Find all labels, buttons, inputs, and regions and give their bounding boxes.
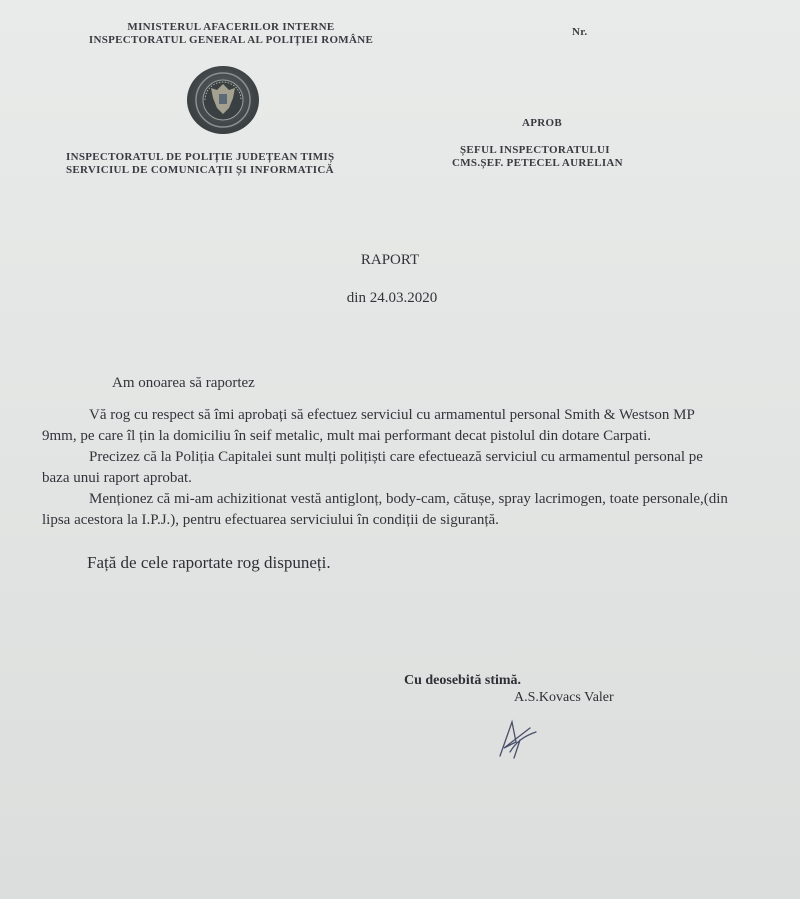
service-name: SERVICIUL DE COMUNICAȚII ȘI INFORMATICĂ (66, 164, 334, 176)
closing-request: Față de cele raportate rog dispuneți. (87, 553, 331, 572)
salutation: Am onoarea să raportez (112, 375, 255, 391)
signatory-name: A.S.Kovacs Valer (514, 690, 614, 705)
paragraph: Menționez că mi-am achizitionat vestă antiglonț, body-cam, cătușe, spray lacrimogen, toate personale,(din lipsa acestora la I.P.J.), pentru efectuarea serviciului în condiții de siguranță. (42, 491, 728, 528)
paragraph: Vă rog cu respect să îmi aprobați să efectuez serviciul cu armamentul personal Smith & Westson MP 9mm, pe care îl țin la domiciliu în seif metalic, mult mai performant decat pistolul din dotare Carpati. (42, 407, 695, 444)
approver-title: ȘEFUL INSPECTORATULUI (460, 144, 610, 156)
inspectorate-general-name: INSPECTORATUL GENERAL AL POLIȚIEI ROMÂNE (88, 34, 374, 46)
document-date: din 24.03.2020 (346, 290, 438, 306)
ministry-name: MINISTERUL AFACERILOR INTERNE (127, 21, 335, 33)
report-body (42, 405, 732, 531)
registration-number-label: Nr. (572, 26, 588, 38)
handwritten-signature-icon (490, 712, 550, 762)
closing-formula: Cu deosebită stimă. (404, 673, 522, 688)
romanian-police-emblem-icon (187, 66, 259, 134)
county-inspectorate-name: INSPECTORATUL DE POLIȚIE JUDEȚEAN TIMIȘ (66, 151, 335, 163)
document-title: RAPORT (360, 252, 420, 268)
approval-label: APROB (522, 117, 562, 129)
ministry-header (66, 21, 396, 47)
paragraph: Precizez că la Poliția Capitalei sunt mulți polițiști care efectuează serviciul cu armamentul personal pe baza unui raport aprobat. (42, 449, 703, 486)
unit-header (66, 151, 376, 177)
approver-name: CMS.ȘEF. PETECEL AURELIAN (452, 157, 623, 169)
approver-block (452, 144, 652, 170)
